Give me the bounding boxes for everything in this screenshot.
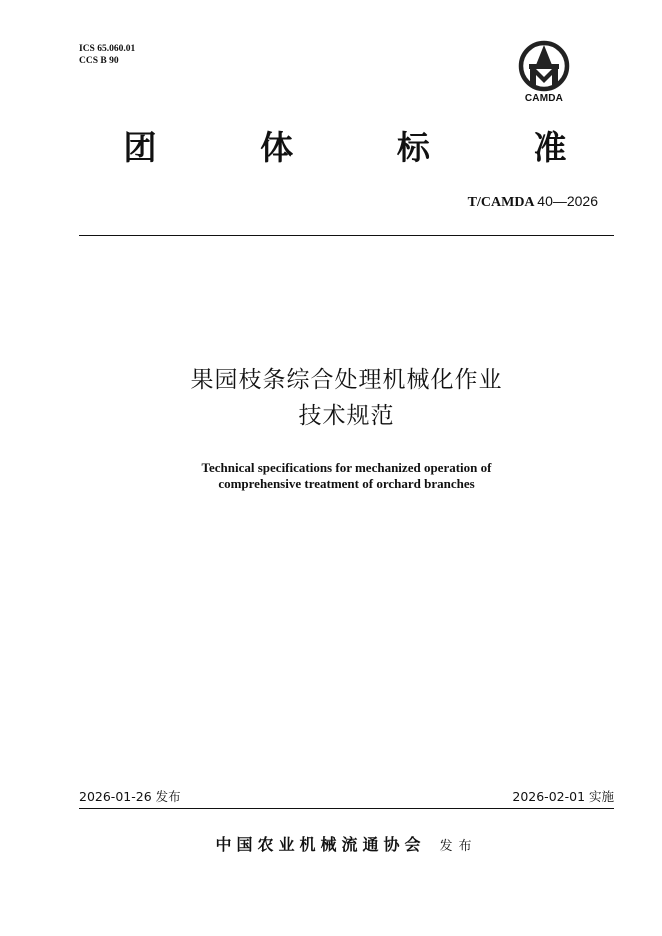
- chinese-title-line-2: 技术规范: [298, 403, 395, 429]
- issue-date: 2026-01-26 发布: [79, 789, 181, 804]
- heading-char: 准: [533, 128, 567, 167]
- heading-char: 标: [396, 128, 430, 167]
- heading-char: 体: [260, 128, 294, 167]
- top-divider: [79, 235, 614, 236]
- classification-codes: [79, 43, 135, 67]
- implementation-date: 2026-02-01 实施: [512, 789, 614, 804]
- standard-number: [468, 193, 598, 211]
- standard-prefix: T/CAMDA: [467, 195, 534, 210]
- chinese-title: [79, 362, 614, 434]
- logo-wordmark: CAMDA: [524, 93, 564, 104]
- ics-code: ICS 65.060.01: [79, 44, 136, 54]
- heading-char: 团: [123, 128, 157, 167]
- standard-type-heading: [100, 126, 590, 170]
- camda-logo: [516, 40, 572, 106]
- standard-code: 40—2026: [537, 193, 598, 209]
- ccs-code: CCS B 90: [79, 56, 119, 66]
- camda-emblem-icon: [516, 40, 572, 92]
- english-title-line-2: comprehensive treatment of orchard branches: [218, 476, 475, 491]
- publisher-name: 中国农业机械流通协会: [215, 835, 426, 854]
- publish-label: 发布: [439, 839, 478, 854]
- publisher-line: [79, 832, 614, 855]
- chinese-title-line-1: 果园枝条综合处理机械化作业: [190, 367, 503, 393]
- bottom-divider: [79, 808, 614, 809]
- english-title-line-1: Technical specifications for mechanized operation of: [201, 460, 492, 475]
- english-title: [79, 460, 614, 492]
